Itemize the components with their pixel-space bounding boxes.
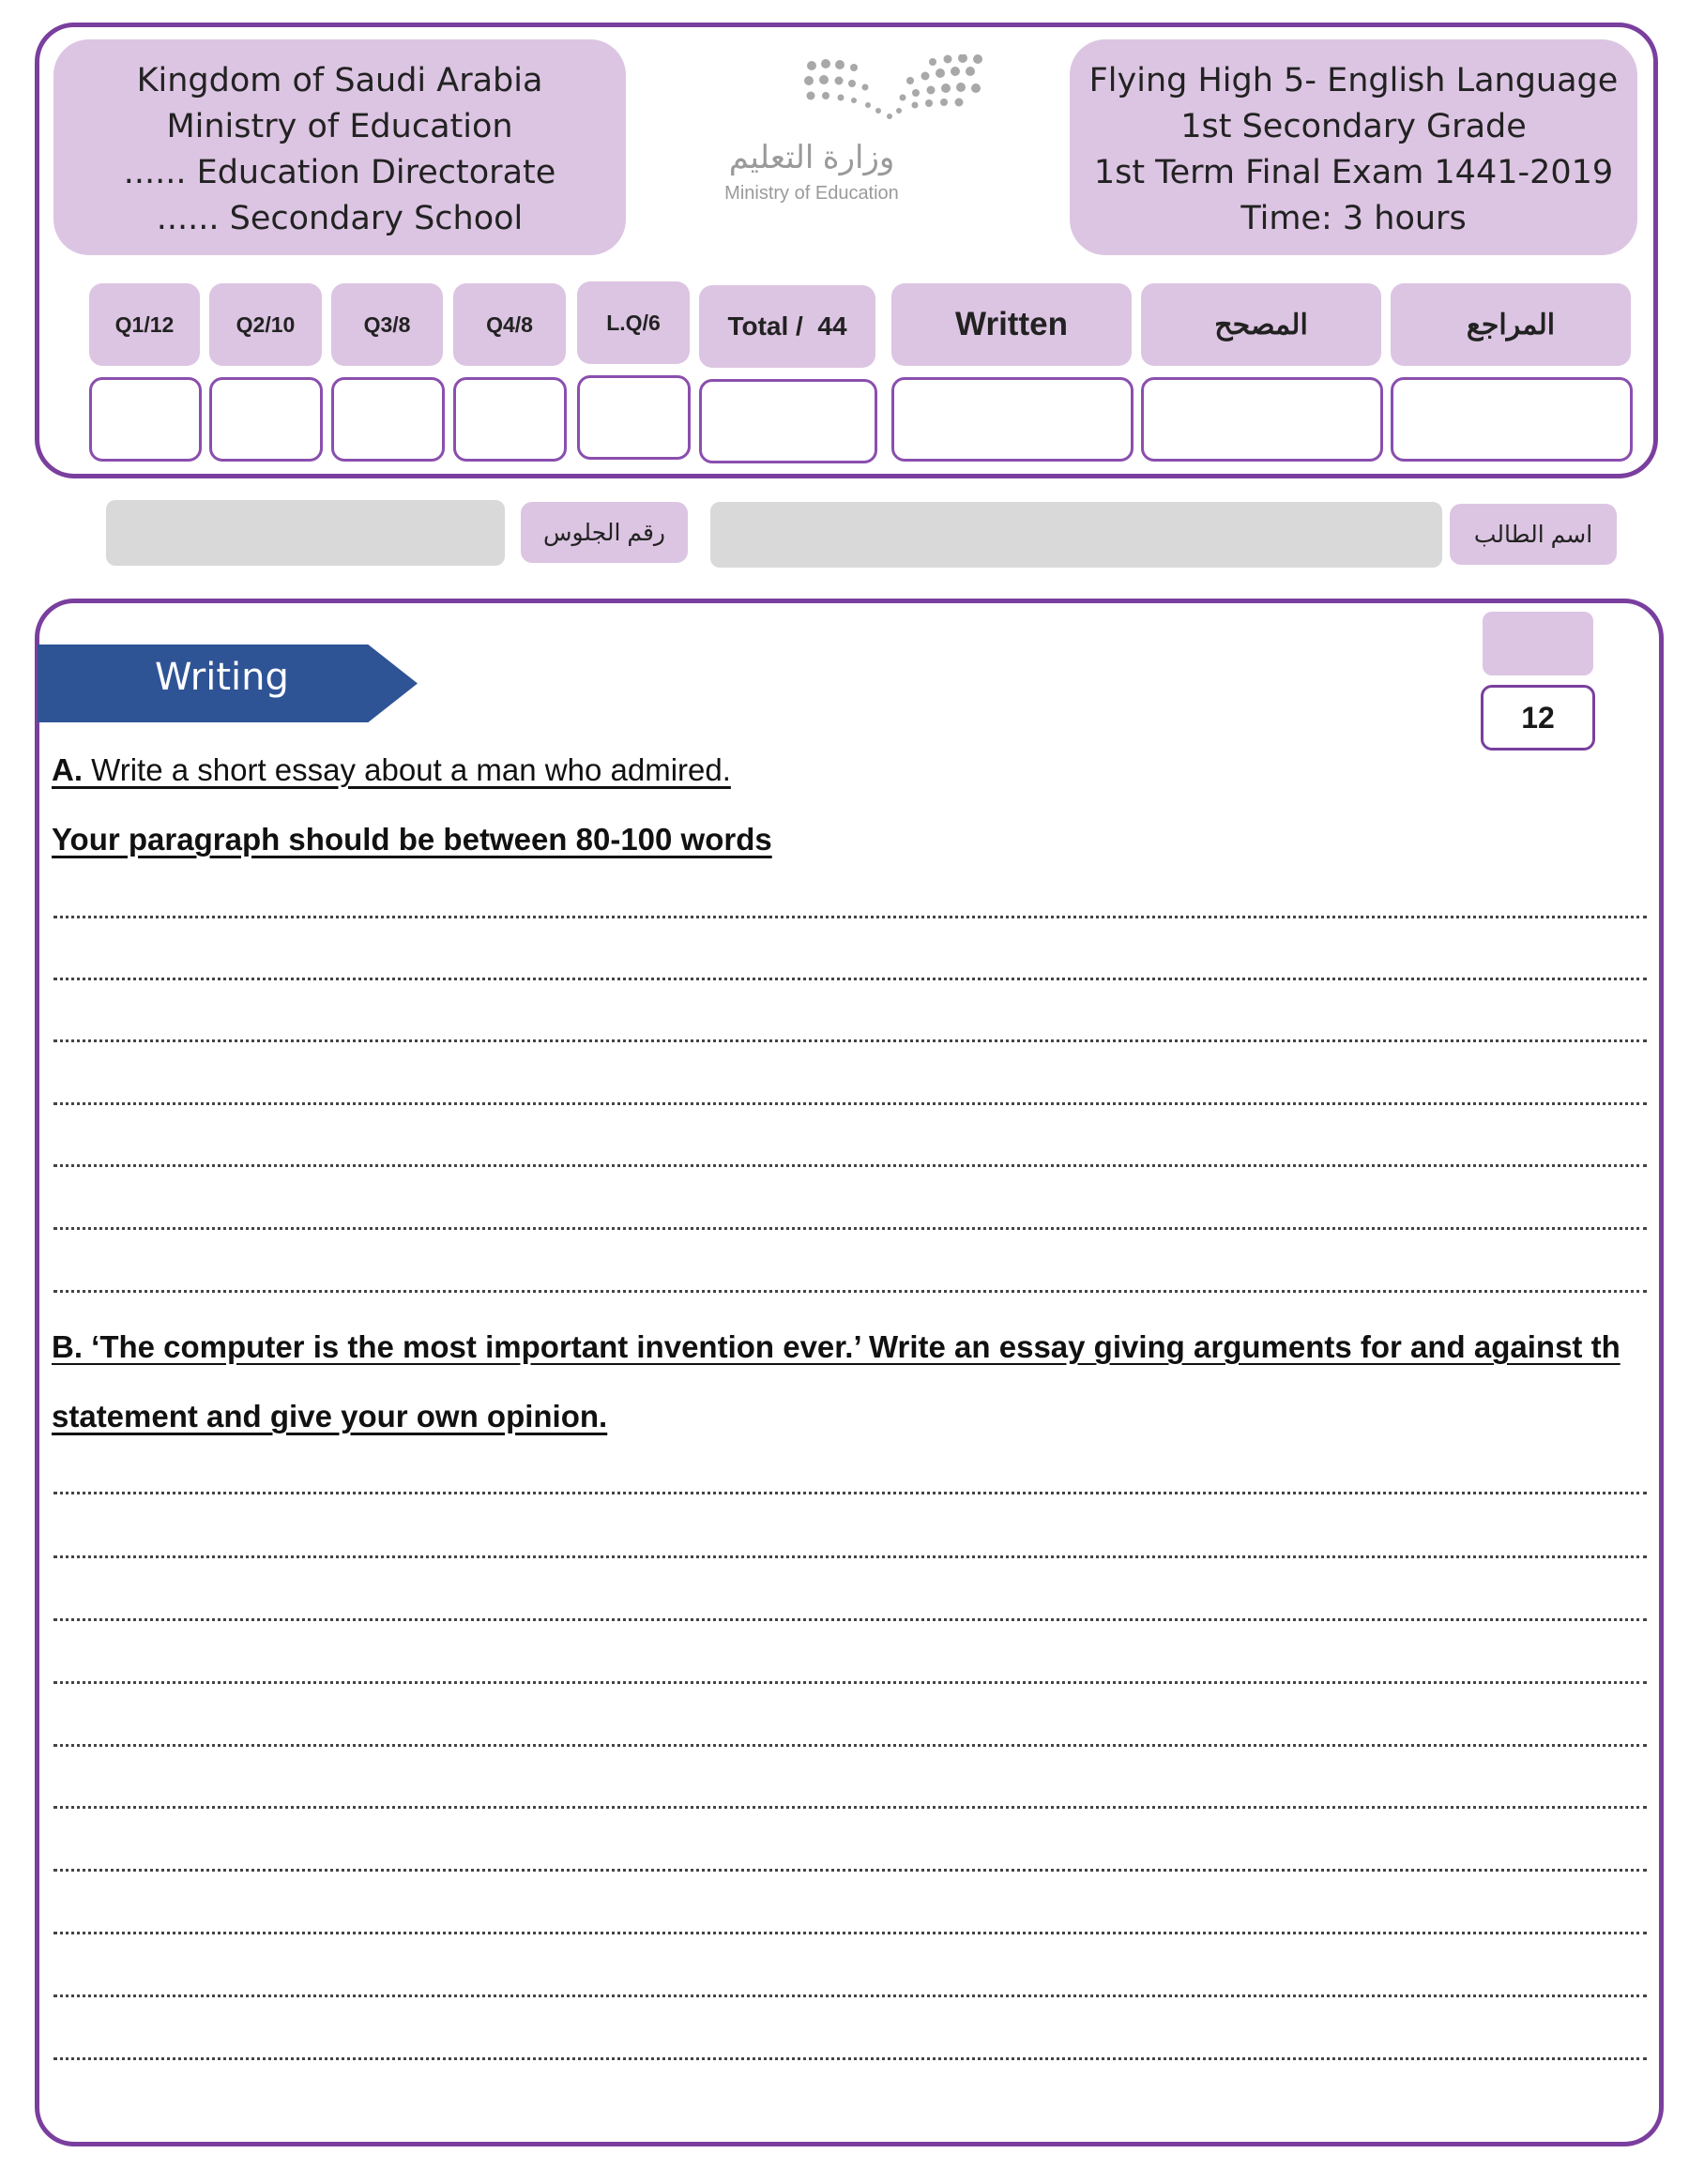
answer-line[interactable] <box>53 1227 1647 1230</box>
answer-line[interactable] <box>53 1681 1647 1684</box>
course-line: Flying High 5- English Language <box>1088 62 1619 99</box>
answer-line[interactable] <box>53 1744 1647 1747</box>
score-box-reviewer[interactable] <box>1391 377 1633 462</box>
score-header-reviewer: المراجع <box>1391 283 1631 366</box>
score-header-q3: Q3/8 <box>331 283 443 366</box>
score-tab <box>1483 612 1593 675</box>
question-a <box>52 752 731 788</box>
answer-line[interactable] <box>53 1869 1647 1872</box>
score-header-lq: L.Q/6 <box>577 281 690 364</box>
directorate-line: ...... Education Directorate <box>123 154 556 191</box>
score-box-corrector[interactable] <box>1141 377 1383 462</box>
score-header-corrector: المصحح <box>1141 283 1381 366</box>
answer-line[interactable] <box>53 2057 1647 2060</box>
answer-line[interactable] <box>53 1290 1647 1293</box>
answer-line[interactable] <box>53 1932 1647 1934</box>
answer-line[interactable] <box>53 1164 1647 1167</box>
student-name-label: اسم الطالب <box>1450 504 1617 565</box>
question-b-label: B. <box>52 1329 83 1364</box>
answer-line[interactable] <box>53 978 1647 980</box>
score-header-written: Written <box>891 283 1132 366</box>
answer-line[interactable] <box>53 1039 1647 1042</box>
question-b-text: ‘The computer is the most important invention ever.’ Write an essay giving arguments for and against th <box>83 1329 1621 1364</box>
answer-line[interactable] <box>53 916 1647 918</box>
answer-line[interactable] <box>53 1618 1647 1621</box>
school-line: ...... Secondary School <box>156 200 524 237</box>
grade-line: 1st Secondary Grade <box>1180 108 1527 145</box>
question-a-text: Write a short essay about a man who admired. <box>83 752 731 787</box>
time-line: Time: 3 hours <box>1240 200 1467 237</box>
seat-number-label: رقم الجلوس <box>521 502 688 563</box>
answer-line[interactable] <box>53 1555 1647 1558</box>
question-b-continued: statement and give your own opinion. <box>52 1399 608 1433</box>
answer-line[interactable] <box>53 1492 1647 1494</box>
score-box-q1[interactable] <box>89 377 202 462</box>
school-info-panel <box>53 39 626 255</box>
score-header-total: Total / 44 <box>699 285 875 368</box>
score-box-q4[interactable] <box>453 377 567 462</box>
question-a-label: A. <box>52 752 83 787</box>
ministry-line: Ministry of Education <box>166 108 513 145</box>
country-line: Kingdom of Saudi Arabia <box>136 62 543 99</box>
answer-line[interactable] <box>53 1994 1647 1997</box>
logo-arabic-text: وزارة التعليم <box>728 140 895 175</box>
exam-info-panel <box>1070 39 1637 255</box>
score-box-q2[interactable] <box>209 377 323 462</box>
score-box-q3[interactable] <box>331 377 445 462</box>
logo-english-text: Ministry of Education <box>724 183 899 204</box>
score-box-total[interactable] <box>699 379 877 463</box>
question-b <box>52 1329 1647 1365</box>
student-name-field[interactable] <box>710 502 1442 568</box>
seat-number-field[interactable] <box>106 500 505 566</box>
section-title: Writing <box>155 656 289 699</box>
score-header-q2: Q2/10 <box>209 283 322 366</box>
score-box-lq[interactable] <box>577 375 691 460</box>
question-a-instruction: Your paragraph should be between 80-100 words <box>52 822 772 857</box>
section-score: 12 <box>1481 685 1595 751</box>
answer-line[interactable] <box>53 1102 1647 1105</box>
answer-line[interactable] <box>53 1806 1647 1809</box>
score-box-written[interactable] <box>891 377 1134 462</box>
score-header-q4: Q4/8 <box>453 283 566 366</box>
exam-line: 1st Term Final Exam 1441-2019 <box>1093 154 1614 191</box>
score-header-q1: Q1/12 <box>89 283 200 366</box>
